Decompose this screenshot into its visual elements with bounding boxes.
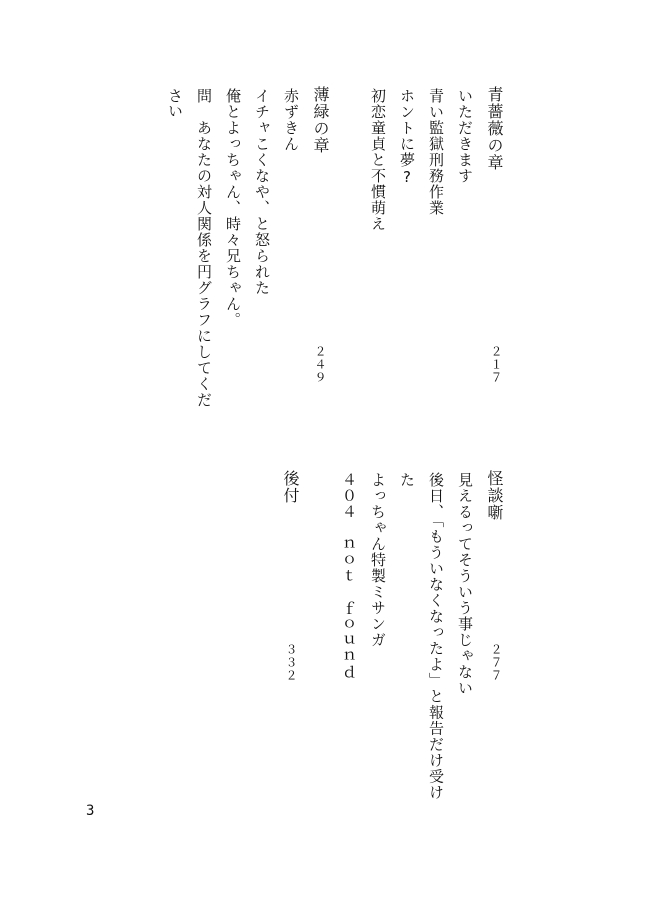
toc-entry: よっちゃん特製ミサンガ [369,472,387,648]
section-heading-usumidori: 薄緑の章 [311,86,330,154]
toc-entry: ４０４ ｎｏｔ ｆｏｕｎｄ [340,472,358,680]
toc-entry: ホントに夢? [398,88,416,187]
page-number: 3 [86,803,95,819]
section-page-kaidan: ２７７ [489,643,503,682]
toc-entry-continuation: た [398,472,416,487]
section-page-usumidori: ２４９ [313,345,327,384]
toc-entry-continuation: さい [166,88,184,118]
section-page-atozuke: ３３２ [284,643,298,682]
toc-entry: 俺とよっちゃん、時々兄ちゃん。 [224,88,242,328]
toc-entry: 初恋童貞と不慣萌え [369,88,387,232]
toc-entry: 赤ずきん [282,88,300,152]
section-page-aobara: ２１７ [489,345,503,384]
toc-entry: 見えるってそういう事じゃない [456,472,474,696]
toc-entry: イチャこくなや、と怒られた [253,88,271,296]
toc-entry: いただきます [456,88,474,184]
toc-entry: 青い監獄刑務作業 [427,88,445,216]
section-heading-aobara: 青薔薇の章 [485,86,504,171]
section-heading-atozuke: 後付 [281,470,300,504]
section-heading-kaidan: 怪談噺 [485,470,504,521]
toc-entry: 問 あなたの対人関係を円グラフにしてくだ [195,88,213,408]
toc-entry: 後日、「もういなくなったよ」と報告だけ受け [427,472,445,801]
